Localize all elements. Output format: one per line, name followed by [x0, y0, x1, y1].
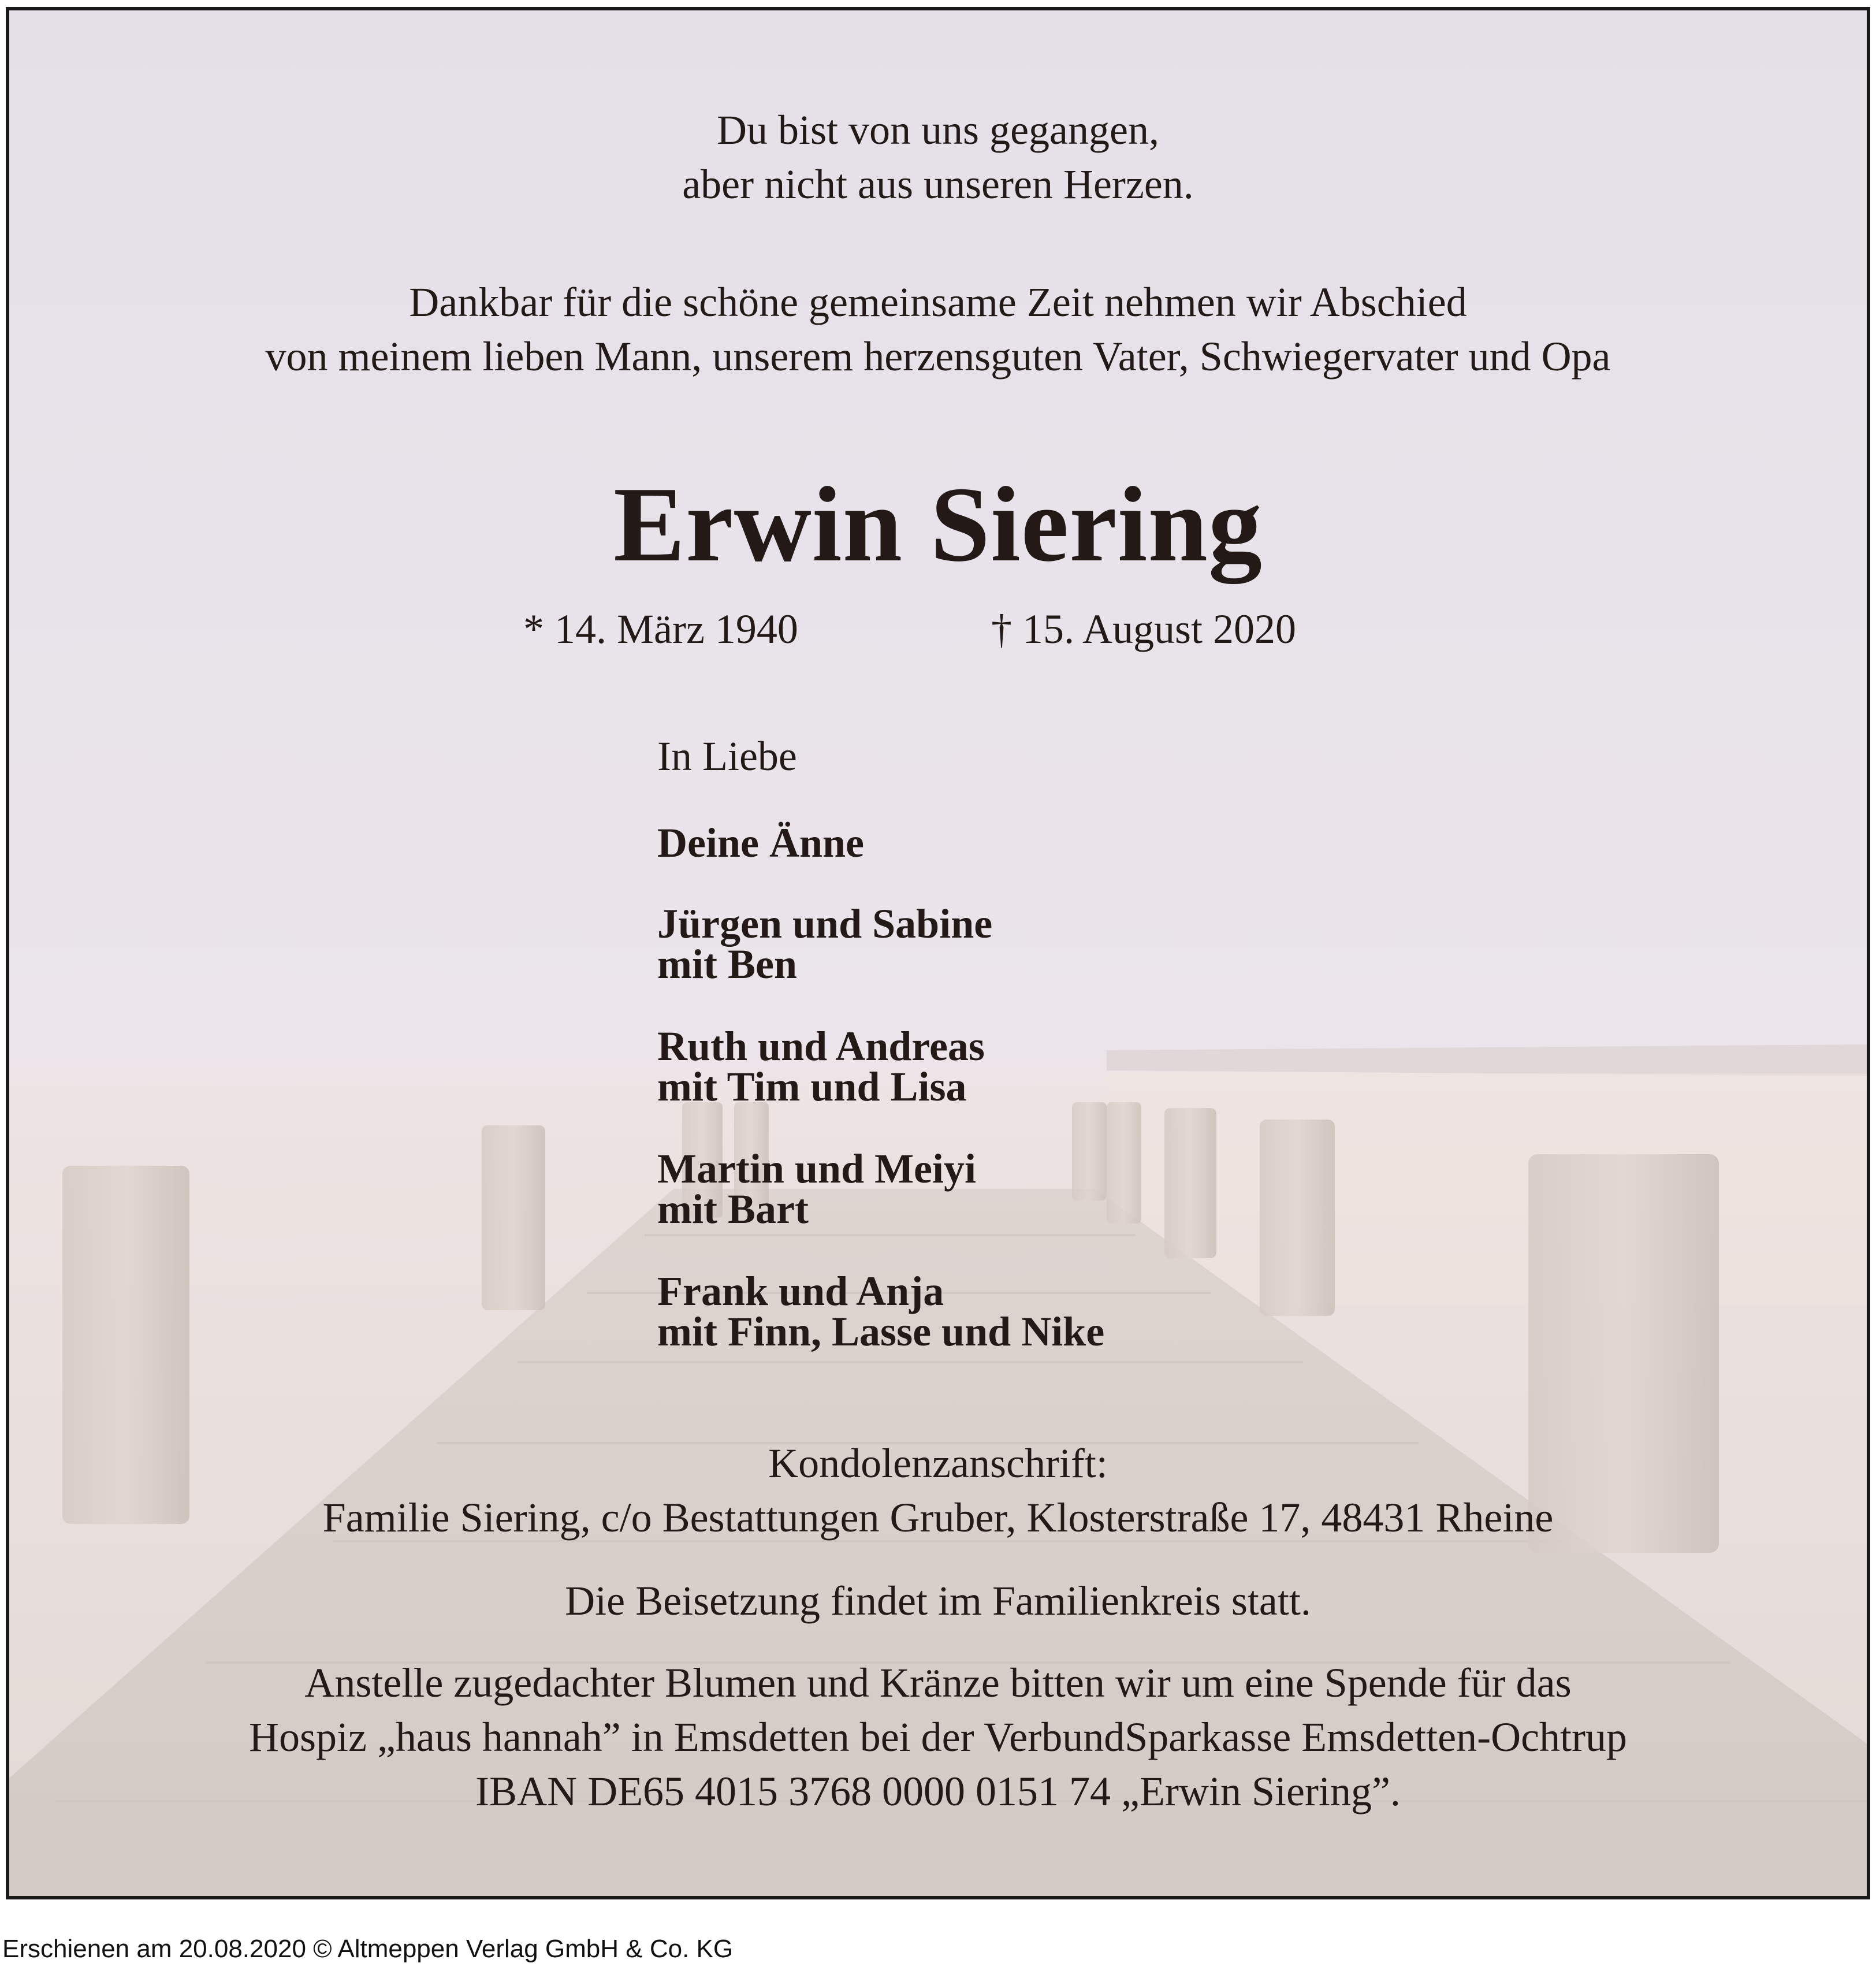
burial-notice: Die Beisetzung findet im Familienkreis statt.	[565, 1578, 1311, 1624]
intro-line-2: aber nicht aus unseren Herzen.	[682, 161, 1194, 207]
farewell-line-2: von meinem lieben Mann, unserem herzensguten Vater, Schwiegervater und Opa	[265, 333, 1611, 380]
mourner-1-line-1: Deine Änne	[657, 820, 864, 866]
farewell-line-1: Dankbar für die schöne gemeinsame Zeit nehmen wir Abschied	[409, 279, 1467, 325]
donation-line-1: Anstelle zugedachter Blumen und Kränze bitten wir um eine Spende für das	[304, 1660, 1572, 1706]
mourners-intro: In Liebe	[657, 733, 797, 779]
condolence-address: Familie Siering, c/o Bestattungen Gruber, Klosterstraße 17, 48431 Rheine	[322, 1494, 1554, 1541]
deceased-name: Erwin Siering	[613, 465, 1263, 584]
mourner-2-line-2: mit Ben	[657, 941, 797, 987]
donation-iban: IBAN DE65 4015 3768 0000 0151 74 „Erwin Siering”.	[475, 1768, 1401, 1815]
mourner-5-line-1: Frank und Anja	[657, 1268, 944, 1314]
mourner-3-line-1: Ruth und Andreas	[657, 1023, 985, 1069]
publication-footer: Erschienen am 20.08.2020 © Altmeppen Verlag GmbH & Co. KG	[2, 1935, 734, 1963]
intro-line-1: Du bist von uns gegangen,	[717, 107, 1159, 153]
mourner-3-line-2: mit Tim und Lisa	[657, 1064, 967, 1110]
condolence-label: Kondolenzanschrift:	[768, 1440, 1108, 1486]
mourner-2-line-1: Jürgen und Sabine	[657, 901, 993, 947]
obituary-text	[9, 10, 1867, 1896]
mourner-5-line-2: mit Finn, Lasse und Nike	[657, 1308, 1105, 1355]
birth-date: * 14. März 1940	[523, 606, 798, 652]
obituary-ad	[6, 7, 1870, 1899]
donation-line-2: Hospiz „haus hannah” in Emsdetten bei der VerbundSparkasse Emsdetten-Ochtrup	[248, 1714, 1628, 1760]
mourner-4-line-1: Martin und Meiyi	[657, 1146, 976, 1192]
death-date: † 15. August 2020	[991, 606, 1297, 652]
mourner-4-line-2: mit Bart	[657, 1186, 809, 1232]
